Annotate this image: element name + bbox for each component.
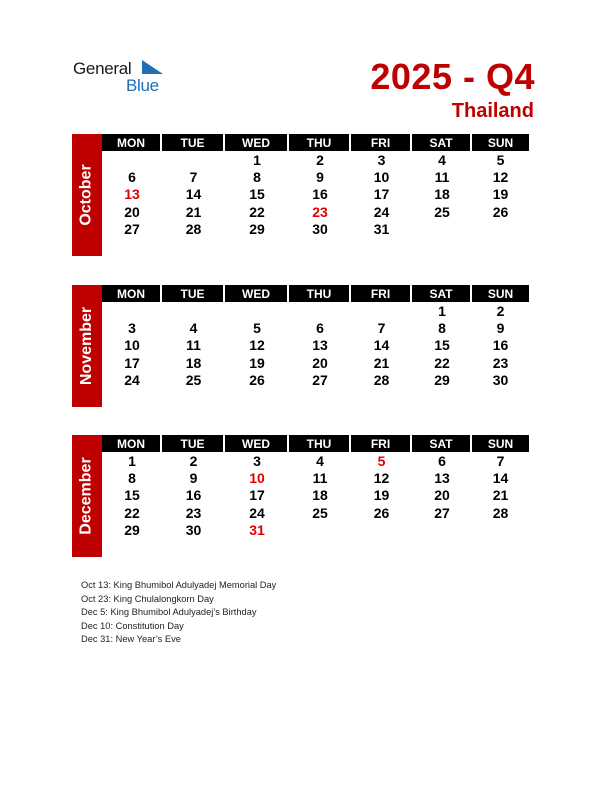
- day-cell: 30: [185, 522, 202, 539]
- day-cell: 29: [434, 372, 450, 389]
- day-cell: 18: [312, 487, 328, 504]
- day-cell: 17: [124, 354, 140, 371]
- day-cell: 1: [128, 452, 136, 469]
- weekday-header: WED: [225, 134, 287, 151]
- day-cell: 26: [373, 504, 390, 521]
- day-cell: 7: [496, 452, 505, 469]
- day-cell: 10: [249, 470, 265, 487]
- month-band: [72, 435, 102, 557]
- week-row: [102, 452, 539, 469]
- day-cell: 20: [124, 203, 140, 220]
- day-cell: 16: [492, 337, 509, 354]
- holiday-notes: [81, 579, 276, 647]
- day-cell: 5: [496, 151, 505, 168]
- day-cell: 11: [434, 169, 450, 186]
- week-row: [102, 151, 539, 168]
- day-cell: 3: [377, 151, 386, 168]
- day-cell: 25: [312, 504, 328, 521]
- weekday-header: SAT: [412, 435, 470, 452]
- day-cell: 5: [377, 452, 386, 469]
- month-block-october: [72, 134, 539, 256]
- day-cell: 9: [316, 169, 324, 186]
- day-cell: 6: [316, 320, 324, 337]
- day-cell: 14: [373, 337, 390, 354]
- logo: [73, 58, 173, 98]
- month-band: [72, 134, 102, 256]
- weekday-header: SAT: [412, 134, 470, 151]
- day-cell: 3: [128, 320, 136, 337]
- day-cell: 8: [253, 169, 261, 186]
- month-grid: [102, 435, 539, 539]
- day-cell: 11: [186, 337, 201, 354]
- month-grid: [102, 134, 539, 238]
- day-cell: 23: [185, 504, 202, 521]
- logo-text-general: General: [73, 59, 132, 78]
- day-cell: 29: [124, 522, 140, 539]
- month-grid: [102, 285, 539, 389]
- empty-day-cell: [162, 151, 225, 168]
- day-cell: 19: [373, 487, 390, 504]
- month-name: November: [78, 306, 95, 386]
- day-cell: 25: [185, 372, 202, 389]
- day-cell: 22: [124, 504, 140, 521]
- weekday-header-row: [102, 134, 539, 151]
- day-cell: 12: [373, 470, 390, 487]
- week-row: [102, 319, 539, 336]
- day-cell: 18: [185, 354, 202, 371]
- day-cell: 10: [124, 337, 140, 354]
- day-cell: 27: [124, 221, 140, 238]
- day-cell: 15: [249, 186, 265, 203]
- weekday-header: MON: [102, 435, 160, 452]
- weekday-header-row: [102, 435, 539, 452]
- day-cell: 5: [253, 320, 261, 337]
- day-cell: 15: [434, 337, 450, 354]
- day-cell: 23: [312, 203, 328, 220]
- week-row: [102, 487, 539, 504]
- week-row: [102, 221, 539, 238]
- day-cell: 19: [249, 354, 265, 371]
- day-cell: 2: [496, 302, 505, 319]
- week-row: [102, 372, 539, 389]
- day-cell: 31: [249, 522, 265, 539]
- day-cell: 2: [316, 151, 324, 168]
- day-cell: 10: [373, 169, 390, 186]
- day-cell: 28: [373, 372, 390, 389]
- weekday-header: TUE: [162, 285, 223, 302]
- weekday-header: SUN: [472, 285, 529, 302]
- month-block-december: [72, 435, 539, 557]
- week-row: [102, 186, 539, 203]
- week-row: [102, 168, 539, 185]
- day-cell: 27: [312, 372, 328, 389]
- week-row: [102, 469, 539, 486]
- day-cell: 20: [434, 487, 450, 504]
- day-cell: 1: [438, 302, 446, 319]
- empty-day-cell: [351, 302, 412, 319]
- week-row: [102, 504, 539, 521]
- day-cell: 4: [316, 452, 324, 469]
- day-cell: 26: [492, 203, 509, 220]
- day-cell: 16: [185, 487, 202, 504]
- day-cell: 6: [438, 452, 446, 469]
- weekday-header-row: [102, 285, 539, 302]
- weekday-header: TUE: [162, 134, 223, 151]
- day-cell: 11: [312, 470, 328, 487]
- holiday-note: Oct 23: King Chulalongkorn Day: [81, 593, 214, 604]
- empty-day-cell: [351, 522, 412, 539]
- weekday-header: SUN: [472, 134, 529, 151]
- day-cell: 24: [249, 504, 265, 521]
- day-cell: 26: [249, 372, 265, 389]
- day-cell: 19: [492, 186, 509, 203]
- day-cell: 27: [434, 504, 450, 521]
- day-cell: 21: [185, 203, 202, 220]
- empty-day-cell: [412, 522, 472, 539]
- empty-day-cell: [472, 221, 529, 238]
- day-cell: 15: [124, 487, 140, 504]
- week-row: [102, 354, 539, 371]
- weekday-header: SAT: [412, 285, 470, 302]
- day-cell: 21: [492, 487, 509, 504]
- day-cell: 9: [189, 470, 198, 487]
- day-cell: 9: [496, 320, 505, 337]
- day-cell: 22: [434, 354, 450, 371]
- weekday-header: TUE: [162, 435, 223, 452]
- month-block-november: [72, 285, 539, 407]
- day-cell: 7: [377, 320, 386, 337]
- day-cell: 22: [249, 203, 265, 220]
- country-name: Thailand: [451, 100, 534, 122]
- day-cell: 12: [249, 337, 265, 354]
- day-cell: 8: [438, 320, 446, 337]
- week-row: [102, 522, 539, 539]
- empty-day-cell: [102, 302, 162, 319]
- weekday-header: WED: [225, 285, 287, 302]
- empty-day-cell: [289, 522, 351, 539]
- weekday-header: WED: [225, 435, 287, 452]
- day-cell: 18: [434, 186, 450, 203]
- weekday-header: MON: [102, 134, 160, 151]
- empty-day-cell: [472, 522, 529, 539]
- day-cell: 7: [189, 169, 198, 186]
- day-cell: 13: [312, 337, 328, 354]
- day-cell: 23: [492, 354, 509, 371]
- week-row: [102, 203, 539, 220]
- holiday-note: Dec 5: King Bhumibol Adulyadej’s Birthday: [81, 607, 257, 618]
- day-cell: 30: [312, 221, 328, 238]
- month-name: December: [78, 457, 95, 535]
- day-cell: 6: [128, 169, 136, 186]
- weekday-header: SUN: [472, 435, 529, 452]
- month-name: October: [78, 164, 95, 226]
- empty-day-cell: [412, 221, 472, 238]
- day-cell: 21: [373, 354, 390, 371]
- day-cell: 25: [434, 203, 450, 220]
- month-band: [72, 285, 102, 407]
- day-cell: 1: [253, 151, 261, 168]
- day-cell: 4: [189, 320, 198, 337]
- empty-day-cell: [225, 302, 289, 319]
- empty-day-cell: [162, 302, 225, 319]
- day-cell: 4: [438, 151, 446, 168]
- week-row: [102, 302, 539, 319]
- empty-day-cell: [289, 302, 351, 319]
- day-cell: 14: [185, 186, 202, 203]
- page-title: 2025 - Q4: [370, 56, 535, 97]
- holiday-note: Dec 10: Constitution Day: [81, 620, 184, 631]
- weekday-header: THU: [289, 435, 349, 452]
- weekday-header: THU: [289, 134, 349, 151]
- day-cell: 13: [124, 186, 140, 203]
- weekday-header: THU: [289, 285, 349, 302]
- day-cell: 28: [492, 504, 509, 521]
- day-cell: 2: [189, 452, 198, 469]
- day-cell: 16: [312, 186, 328, 203]
- day-cell: 20: [312, 354, 328, 371]
- day-cell: 14: [492, 470, 509, 487]
- day-cell: 12: [492, 169, 509, 186]
- blue-triangle-flag-icon: [142, 60, 163, 76]
- day-cell: 8: [128, 470, 136, 487]
- day-cell: 3: [253, 452, 261, 469]
- weekday-header: FRI: [351, 435, 410, 452]
- day-cell: 13: [434, 470, 450, 487]
- day-cell: 17: [373, 186, 390, 203]
- holiday-note: Oct 13: King Bhumibol Adulyadej Memorial Day: [81, 580, 277, 590]
- day-cell: 29: [249, 221, 265, 238]
- weekday-header: FRI: [351, 134, 410, 151]
- holiday-note: Dec 31: New Year’s Eve: [81, 634, 181, 645]
- day-cell: 28: [185, 221, 202, 238]
- week-row: [102, 337, 539, 354]
- weekday-header: MON: [102, 285, 160, 302]
- day-cell: 17: [249, 487, 265, 504]
- day-cell: 31: [373, 221, 390, 238]
- day-cell: 24: [373, 203, 390, 220]
- day-cell: 24: [124, 372, 140, 389]
- empty-day-cell: [102, 151, 162, 168]
- weekday-header: FRI: [351, 285, 410, 302]
- logo-text-blue: Blue: [126, 76, 159, 95]
- day-cell: 30: [492, 372, 509, 389]
